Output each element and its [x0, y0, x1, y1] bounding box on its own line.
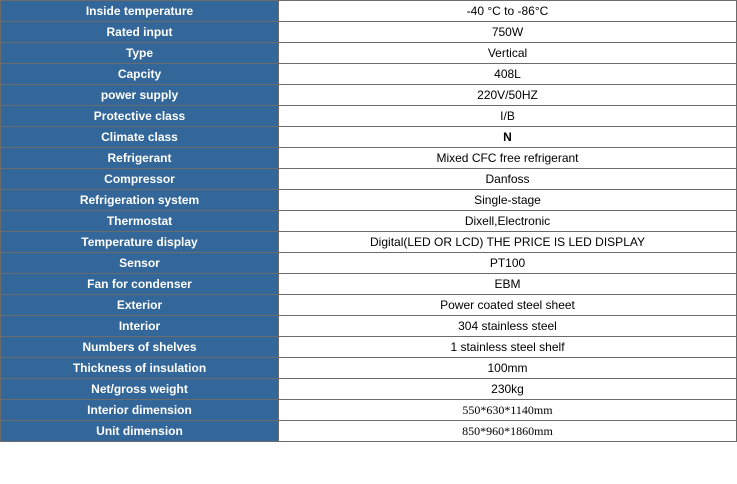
spec-label: Temperature display [1, 232, 279, 253]
table-row [1, 211, 737, 232]
table-row [1, 85, 737, 106]
table-row [1, 379, 737, 400]
spec-value: PT100 [279, 253, 737, 274]
table-row [1, 337, 737, 358]
spec-label: Refrigerant [1, 148, 279, 169]
table-row [1, 43, 737, 64]
spec-value: Single-stage [279, 190, 737, 211]
spec-value: 550*630*1140mm [279, 400, 737, 421]
spec-value: 220V/50HZ [279, 85, 737, 106]
spec-label: Numbers of shelves [1, 337, 279, 358]
table-row [1, 127, 737, 148]
table-row [1, 106, 737, 127]
spec-label: Thickness of insulation [1, 358, 279, 379]
spec-value: Danfoss [279, 169, 737, 190]
spec-label: Capcity [1, 64, 279, 85]
spec-label: Interior [1, 316, 279, 337]
spec-label: Inside temperature [1, 1, 279, 22]
table-row [1, 316, 737, 337]
spec-label: Climate class [1, 127, 279, 148]
spec-label: Thermostat [1, 211, 279, 232]
spec-value: Mixed CFC free refrigerant [279, 148, 737, 169]
table-row [1, 22, 737, 43]
spec-value: 408L [279, 64, 737, 85]
spec-value: 230kg [279, 379, 737, 400]
table-row [1, 169, 737, 190]
spec-label: Interior dimension [1, 400, 279, 421]
spec-value: Power coated steel sheet [279, 295, 737, 316]
spec-value: -40 °C to -86°C [279, 1, 737, 22]
table-row [1, 358, 737, 379]
spec-label: Type [1, 43, 279, 64]
spec-value: 850*960*1860mm [279, 421, 737, 442]
spec-value: EBM [279, 274, 737, 295]
table-row [1, 253, 737, 274]
table-row [1, 274, 737, 295]
spec-value: 750W [279, 22, 737, 43]
spec-value: I/B [279, 106, 737, 127]
table-row [1, 148, 737, 169]
table-row [1, 190, 737, 211]
spec-value: N [279, 127, 737, 148]
spec-label: Net/gross weight [1, 379, 279, 400]
table-row [1, 295, 737, 316]
spec-value: Digital(LED OR LCD) THE PRICE IS LED DISPLAY [279, 232, 737, 253]
spec-value: 304 stainless steel [279, 316, 737, 337]
table-row [1, 400, 737, 421]
spec-value: 1 stainless steel shelf [279, 337, 737, 358]
spec-label: Fan for condenser [1, 274, 279, 295]
spec-label: Exterior [1, 295, 279, 316]
table-row [1, 1, 737, 22]
spec-label: Sensor [1, 253, 279, 274]
spec-value: Dixell,Electronic [279, 211, 737, 232]
spec-label: Protective class [1, 106, 279, 127]
spec-label: Refrigeration system [1, 190, 279, 211]
spec-label: Rated input [1, 22, 279, 43]
spec-value: Vertical [279, 43, 737, 64]
spec-label: power supply [1, 85, 279, 106]
spec-value: 100mm [279, 358, 737, 379]
table-row [1, 232, 737, 253]
table-row [1, 64, 737, 85]
spec-label: Unit dimension [1, 421, 279, 442]
table-row [1, 421, 737, 442]
spec-label: Compressor [1, 169, 279, 190]
